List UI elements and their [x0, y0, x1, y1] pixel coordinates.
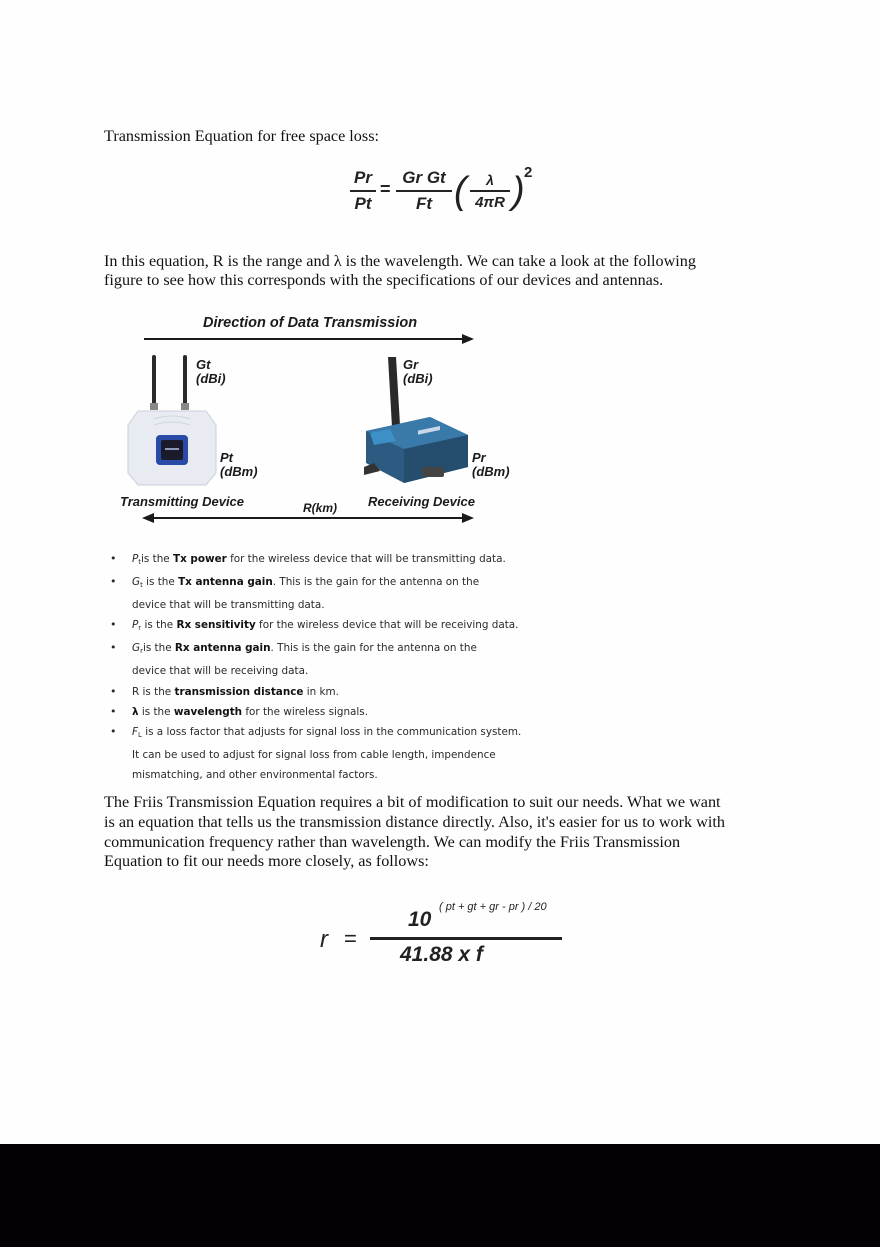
pt-label: Pt — [220, 450, 233, 465]
equals-sign: = — [380, 179, 391, 199]
list-item: • $G_t$ is the Tx antenna gain. This is the gain for the antenna on the device that will be transmitting data. — [108, 572, 528, 615]
list-item: • $F_L$ is a loss factor that adjusts for signal loss in the communication system. It can be used to adjust for signal loss from cable length, impendence mismatching, and other environmental factors. — [108, 722, 528, 785]
variable-definitions-list — [108, 549, 528, 785]
rhs-numerator: Gr Gt — [402, 168, 446, 187]
friis-equation — [340, 162, 540, 228]
eq2-fraction-bar — [370, 937, 562, 940]
eq2-lhs: r — [320, 926, 328, 953]
paragraph-1-line-2: figure to see how this corresponds with the specifications of our devices and antennas. — [104, 271, 664, 289]
lhs-fraction — [350, 168, 376, 214]
list-item: • $G_ris$ the Rx antenna gain. This is the gain for the antenna on the device that will be receiving data. — [108, 638, 528, 681]
rhs-denominator: Ft — [415, 194, 433, 213]
inner-fraction — [470, 172, 510, 212]
exponent: 2 — [524, 164, 533, 181]
direction-arrow-line — [144, 338, 464, 340]
arrow-right-icon — [462, 513, 474, 523]
eq2-base: 10 — [408, 908, 432, 931]
list-item: • R is the transmission distance in km. — [108, 682, 528, 702]
eq2-exponent: ( pt + gt + gr - pr ) / 20 — [439, 901, 547, 913]
inner-denominator: 4πR — [475, 193, 505, 211]
intro-text: Transmission Equation for free space loss: — [104, 127, 379, 145]
paragraph-2-line-2: is an equation that tells us the transmission distance directly. Also, it's easier for us to work with — [104, 813, 725, 831]
arrow-left-icon — [142, 513, 154, 523]
gr-unit: (dBi) — [403, 371, 433, 386]
paragraph-2-line-3: communication frequency rather than wavelength. We can modify the Friis Transmission — [104, 833, 681, 851]
fraction-bar — [396, 190, 452, 192]
range-label: R(km) — [303, 501, 338, 515]
lhs-denominator: Pt — [354, 194, 372, 213]
black-footer-bar — [0, 1144, 880, 1247]
eq2-denominator: 41.88 x f — [400, 943, 483, 966]
paragraph-2-line-4: Equation to fit our needs more closely, as follows: — [104, 852, 429, 870]
inner-numerator: λ — [486, 172, 494, 188]
diagram-title: Direction of Data Transmission — [203, 315, 418, 331]
receiving-device-caption: Receiving Device — [368, 494, 475, 509]
pr-label: Pr — [472, 450, 486, 465]
pt-unit: (dBm) — [220, 464, 258, 479]
range-arrow-line — [152, 517, 464, 519]
transmitting-device-caption: Transmitting Device — [120, 494, 245, 509]
paragraph-1-line-1: In this equation, R is the range and λ is the wavelength. We can take a look at the following — [104, 252, 696, 270]
fraction-bar — [470, 190, 510, 192]
list-item: • $P_r$ is the Rx sensitivity for the wireless device that will be receiving data. — [108, 615, 528, 638]
arrow-right-icon — [462, 334, 474, 344]
paragraph-2-line-1: The Friis Transmission Equation requires a bit of modification to suit our needs. What we want — [104, 793, 721, 811]
list-item: • $P_tis$ the Tx power for the wireless device that will be transmitting data. — [108, 549, 528, 572]
modified-friis-equation — [318, 898, 578, 973]
gt-unit: (dBi) — [196, 371, 226, 386]
fraction-bar — [350, 190, 376, 192]
paren-close: ) — [512, 170, 525, 212]
list-item: • λ is the wavelength for the wireless signals. — [108, 702, 528, 722]
lhs-numerator: Pr — [354, 168, 372, 187]
eq2-equals: = — [344, 926, 357, 951]
paren-open: ( — [454, 170, 467, 212]
transmission-diagram — [110, 305, 530, 535]
pr-unit: (dBm) — [472, 464, 510, 479]
rhs-fraction — [396, 168, 452, 214]
gr-label: Gr — [403, 357, 419, 372]
gt-label: Gt — [196, 357, 211, 372]
